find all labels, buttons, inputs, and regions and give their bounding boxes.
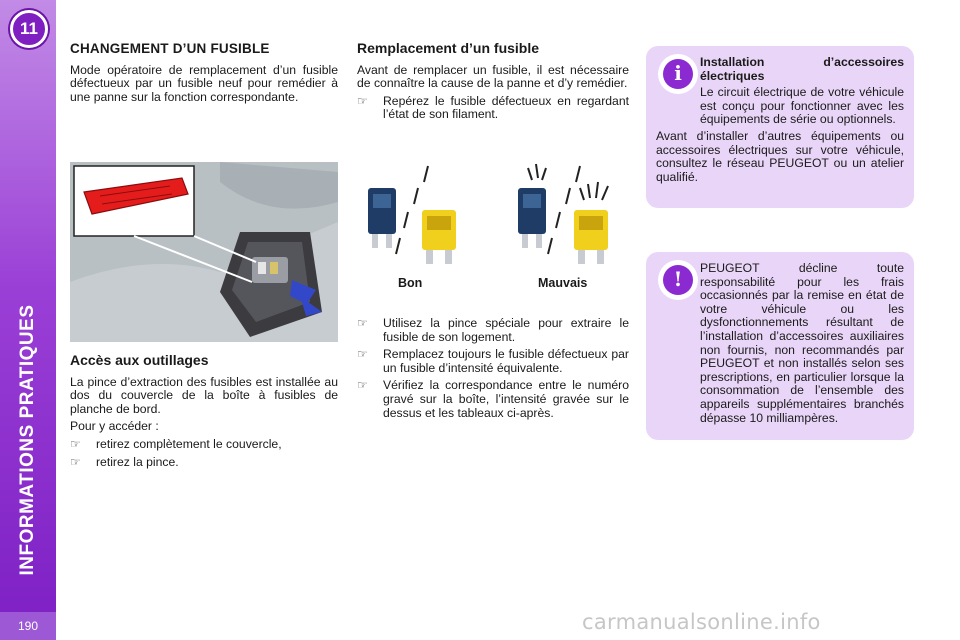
chapter-sidebar — [0, 0, 56, 640]
hand-pointer-icon: ☞ — [70, 454, 81, 469]
fuse-good-label: Bon — [398, 276, 423, 290]
fuse-comparison-illustration — [360, 160, 620, 295]
intro-paragraph: Mode opératoire de remplacement d’un fusible défectueux par un fusible neuf pour remédier à une panne sur la fonction correspondante. — [70, 62, 338, 104]
page-number: 190 — [0, 612, 56, 640]
access-paragraph: La pince d’extraction des fusibles est installée au dos du couvercle de la boîte à fusibles de planche de bord. — [70, 374, 338, 416]
info-icon: i — [658, 54, 698, 94]
list-item: ☞ retirez la pince. — [70, 454, 179, 469]
hand-pointer-icon: ☞ — [357, 93, 368, 108]
hand-pointer-icon: ☞ — [357, 378, 368, 393]
tool-access-section — [70, 354, 338, 473]
section-heading: Remplacement d’un fusible — [357, 40, 540, 56]
list-item: ☞ Remplacez toujours le fusible défectueux par un fusible d’intensité équivalente. — [357, 347, 629, 375]
replacement-steps — [357, 317, 629, 424]
hand-pointer-icon: ☞ — [357, 316, 368, 330]
access-lead: Pour y accéder : — [70, 419, 159, 434]
info-callout — [646, 46, 914, 208]
info-paragraph-1: Le circuit électrique de votre véhicule est conçu pour fonctionner avec les équipements de série ou optionnels. — [700, 85, 904, 127]
watermark-text: carmanualsonline.info — [582, 610, 821, 634]
fuse-box-illustration — [70, 162, 338, 342]
fuse-change-section — [70, 42, 338, 108]
fuse-bad-label: Mauvais — [538, 276, 588, 290]
info-title: Installation d’accessoires électriques — [700, 55, 904, 83]
warning-callout — [646, 252, 914, 440]
fuse-replacement-section — [357, 42, 629, 126]
hand-pointer-icon: ☞ — [357, 347, 368, 362]
list-item: ☞ Repérez le fusible défectueux en regardant l’état de son filament. — [357, 93, 629, 122]
hand-pointer-icon: ☞ — [70, 436, 81, 451]
bad-fuse-pair — [518, 164, 608, 264]
list-item: ☞ retirez complètement le couvercle, — [70, 436, 282, 451]
good-fuse-pair — [368, 166, 456, 264]
section-heading: CHANGEMENT D’UN FUSIBLE — [70, 41, 270, 56]
warning-icon: ! — [658, 260, 698, 300]
section-heading: Accès aux outillages — [70, 352, 209, 368]
warning-paragraph: PEUGEOT décline toute responsabilité pour les frais occasionnés par la remise en état de votre véhicule ou les dysfonctionnements résultant de l’installation d’accessoires auxiliaires non fournis, non recommandés par PEUGEOT et non installés selon ses prescriptions, en particulier lorsque la consommation de l’ensemble des appareils supplémentaires branchés dépasse 10 milliampères. — [700, 261, 904, 425]
info-paragraph-2: Avant d’installer d’autres équipements ou accessoires électriques sur votre véhicule, consultez le réseau PEUGEOT ou un atelier qualifié. — [656, 128, 904, 184]
chapter-number-badge: 11 — [10, 10, 48, 48]
section-title-vertical: INFORMATIONS PRATIQUES — [17, 304, 38, 576]
replacement-paragraph: Avant de remplacer un fusible, il est nécessaire de connaître la cause de la panne et d’y remédier. — [357, 62, 629, 91]
list-item: ☞ Vérifiez la correspondance entre le numéro gravé sur la boîte, l’intensité gravée sur le dessus et les tableaux ci-après. — [357, 378, 629, 420]
list-item: ☞ Utilisez la pince spéciale pour extraire le fusible de son logement. — [357, 316, 629, 344]
